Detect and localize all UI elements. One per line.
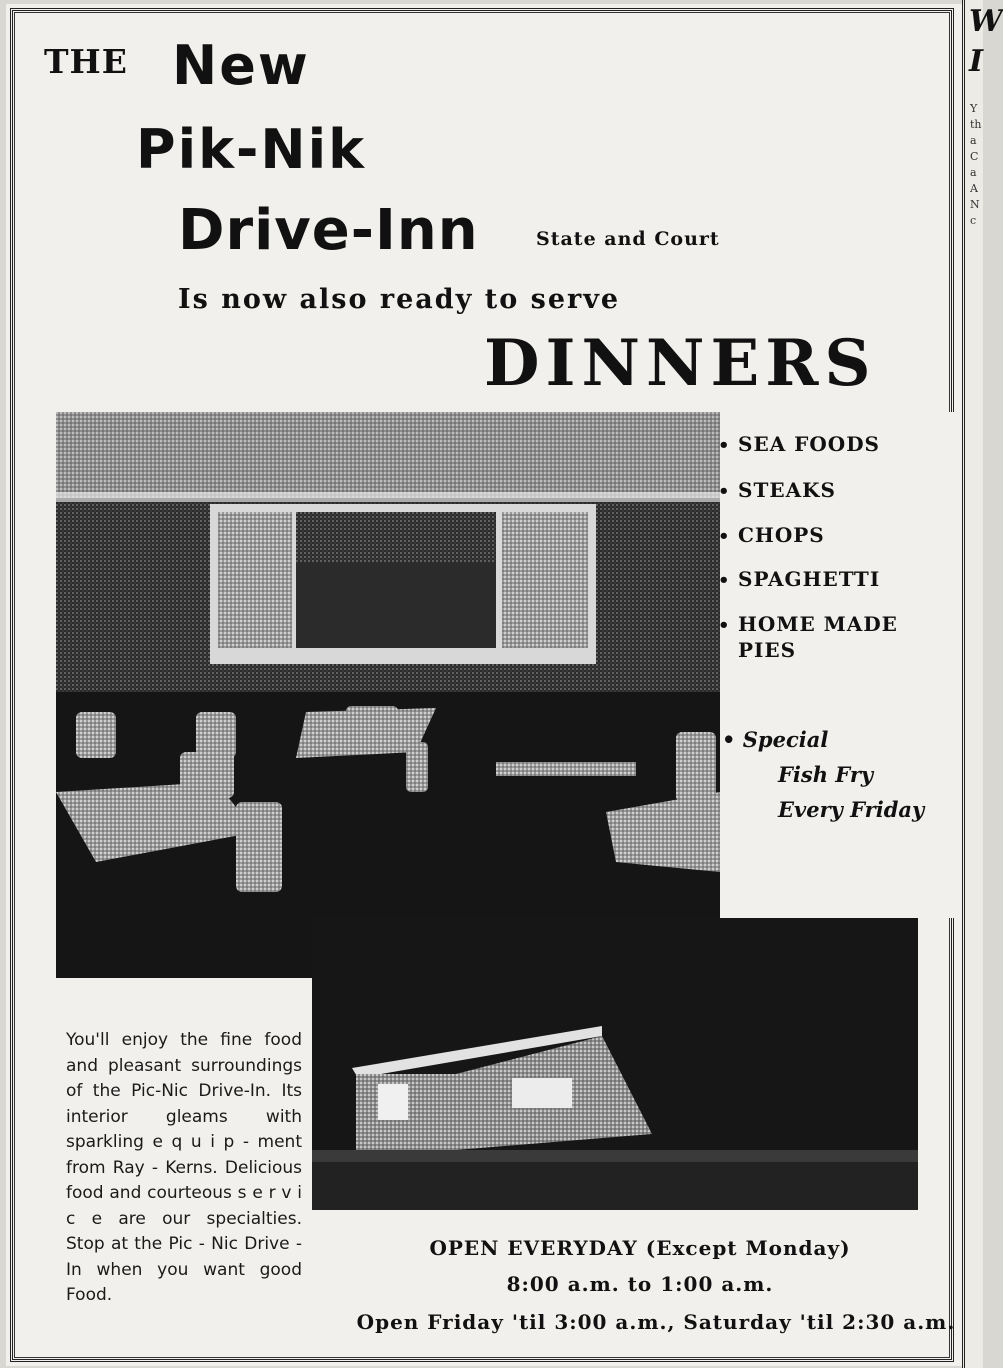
menu-item: • STEAKS [718, 478, 836, 502]
adjacent-text: a [970, 166, 977, 179]
dining-room-photo [56, 412, 720, 978]
bullet-icon: • [718, 526, 731, 547]
menu-item: • SEA FOODS [718, 432, 880, 456]
description-paragraph: You'll enjoy the fine food and pleasant surroundings of the Pic-Nic Drive-In. Its interior gleams with sparkling e q u i p - ment from Ray - Kerns. Delicious food and courteous s e r v i c e are our specialties. Stop at the Pic - Nic Drive - In when you want good Food. [66, 1030, 302, 1305]
adjacent-text: a [970, 134, 977, 147]
adjacent-text: c [970, 214, 977, 227]
menu-item: • HOME MADE [718, 612, 898, 636]
special-line-2: Fish Fry [778, 762, 874, 787]
special-line-3: Every Friday [778, 797, 925, 822]
special-label: Special [742, 727, 829, 752]
adjacent-heading-1: W [969, 4, 1003, 39]
bullet-icon: • [718, 481, 731, 502]
hours-line-1: OPEN EVERYDAY (Except Monday) [429, 1236, 851, 1260]
adjacent-text: N [970, 198, 980, 211]
header-name-line2: Drive-Inn [178, 198, 479, 263]
bullet-icon: • [718, 435, 731, 456]
bullet-icon: • [722, 727, 736, 752]
header-new: New [172, 34, 310, 97]
adjacent-column-fragment [962, 0, 1003, 1368]
menu-item: • CHOPS [718, 523, 825, 547]
adjacent-text: C [970, 150, 979, 163]
headline-dinners: DINNERS [484, 326, 877, 401]
header-tagline: Is now also ready to serve [178, 284, 621, 315]
building-illustration [312, 918, 918, 1210]
adjacent-heading-2: I [969, 44, 984, 79]
header-location: State and Court [536, 228, 720, 250]
dining-room-illustration [56, 412, 720, 978]
adjacent-text: Y [970, 102, 978, 115]
hours-line-2: 8:00 a.m. to 1:00 a.m. [506, 1272, 774, 1296]
header-the: THE [44, 42, 128, 81]
adjacent-text: A [970, 182, 978, 195]
menu-item: • SPAGHETTI [718, 567, 881, 591]
special-offer [722, 722, 924, 827]
bullet-icon: • [718, 615, 731, 636]
exterior-photo [312, 918, 918, 1210]
header-name-line1: Pik-Nik [136, 118, 367, 181]
hours-line-3: Open Friday 'til 3:00 a.m., Saturday 'til 2:30 a.m. [356, 1310, 956, 1334]
bullet-icon: • [718, 570, 731, 591]
menu-item: PIES [738, 638, 797, 662]
adjacent-text: th [970, 118, 982, 131]
